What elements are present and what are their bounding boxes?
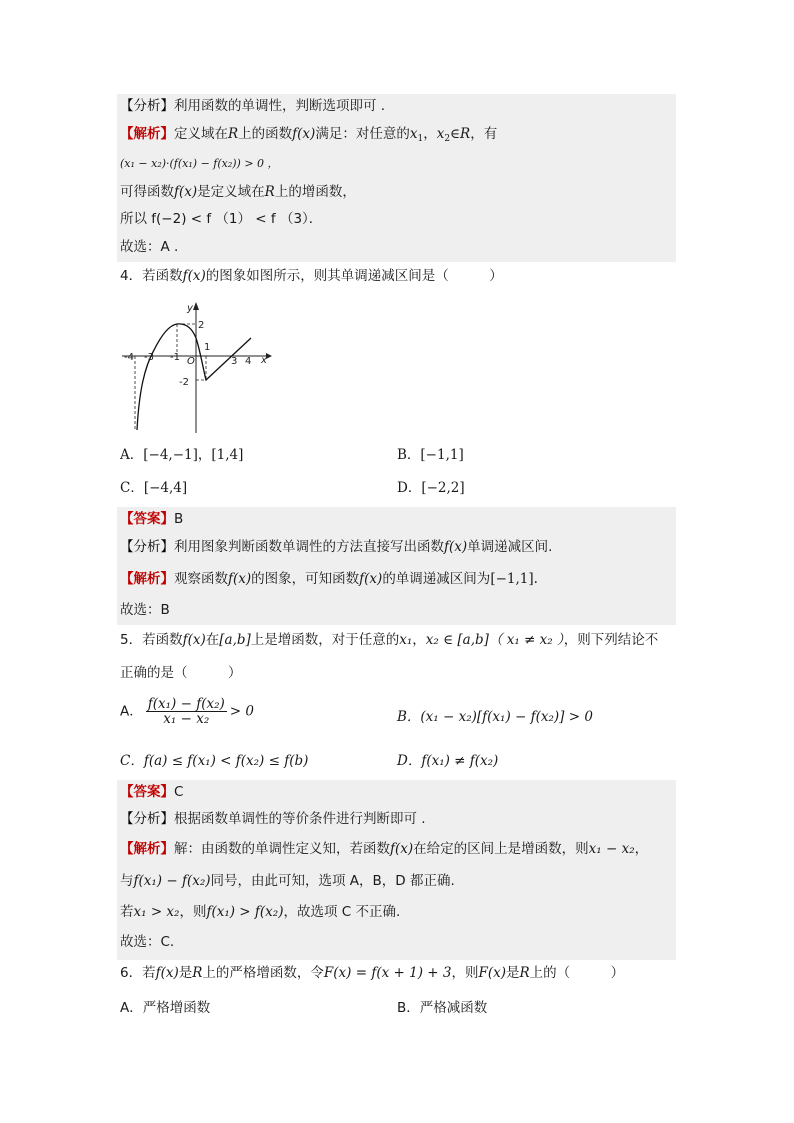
tick-label: -1 (170, 352, 180, 363)
option-b-text: B．(x₁ − x₂)[f(x₁) − f(x₂)] > 0 (397, 709, 593, 725)
q6-option-a[interactable] (120, 999, 210, 1017)
text: 上的增函数， (274, 184, 356, 200)
math-interval: [a,b] (219, 632, 251, 648)
option-d-text: D．f(x₁) ≠ f(x₂) (397, 753, 499, 769)
math-fx: f(x) (292, 126, 316, 142)
text: 故选：C. (120, 934, 175, 950)
tick-label: 2 (198, 320, 205, 331)
q4-answer-line (120, 510, 183, 528)
math-fx: f(x) (390, 841, 414, 857)
q5-option-c[interactable] (120, 752, 308, 770)
text: 定义域在 (174, 126, 228, 142)
fraction (146, 697, 227, 726)
math-expr: x₁ − x₂ (588, 841, 635, 857)
text: 所以 f(−2) < f （1） < f （3）． (120, 211, 323, 227)
function-graph (118, 298, 278, 438)
text: 上的（ ） (529, 965, 625, 981)
math-x2: $x_2$ (436, 126, 451, 144)
q5-solution-line-1 (120, 840, 648, 858)
text: 故选：A . (120, 239, 179, 255)
text: 与 (120, 873, 134, 889)
text: 利用图象判断函数单调性的方法直接写出函数 (174, 539, 444, 555)
answer-value: B (174, 511, 184, 527)
tick-label: 3 (231, 356, 238, 367)
function-curve (137, 324, 251, 430)
math-tail: > 0 (229, 703, 254, 720)
math-fx: f(x) (155, 965, 179, 981)
fraction-numerator: f(x₁) − f(x₂) (147, 696, 225, 712)
tick-label: -4 (124, 352, 134, 363)
text: 若 (120, 904, 134, 920)
option-b-text: B．严格减函数 (397, 1000, 488, 1016)
q3-analysis-line (120, 97, 385, 115)
math-x1: $x_1$ (409, 126, 424, 144)
math-in: ∈ (450, 126, 461, 142)
q4-solution-line (120, 570, 538, 588)
text: 是定义域在 (197, 184, 265, 200)
q5-solution-line-2 (120, 872, 455, 890)
text: 单调递减区间. (467, 539, 553, 555)
q5-option-a[interactable] (120, 697, 254, 726)
q3-solution-line-1 (120, 125, 497, 148)
tick-label: -2 (179, 377, 189, 388)
math-R: R (192, 965, 203, 981)
q3-analysis-text: 利用函数的单调性，判断选项即可 . (174, 98, 386, 114)
option-a-text: A．严格增函数 (120, 1000, 211, 1016)
q3-analysis-solution-block (117, 94, 676, 262)
text: ，故选项 C 不正确. (283, 904, 401, 920)
option-a-text: A．[−4,−1]，[1,4] (120, 447, 244, 463)
text: 解：由函数的单调性定义知，若函数 (174, 841, 390, 857)
answer-value: C (174, 784, 184, 800)
text: 是 (505, 965, 520, 981)
q5-answer-line (120, 783, 183, 801)
solution-tag: 【解析】 (120, 841, 174, 857)
q4-answer-block (117, 507, 676, 625)
math-Fx: F(x) (478, 965, 506, 981)
q4-option-a[interactable] (120, 446, 243, 464)
origin-label: O (187, 356, 195, 367)
math-fx: f(x) (182, 268, 206, 284)
tick-label: 1 (204, 342, 211, 353)
math-R: R (460, 126, 471, 142)
q5-analysis-line (120, 810, 426, 828)
option-a-label: A． (120, 703, 143, 720)
math-inequality: (x₁ − x₂)·(f(x₁) − f(x₂)) > 0 ， (120, 157, 279, 170)
y-axis-arrow (193, 302, 199, 310)
math-condition: （ x₁ ≠ x₂ ） (488, 632, 564, 648)
text: 在 (205, 632, 220, 648)
q5-stem-line-1 (120, 631, 658, 649)
text: ，则 (179, 904, 207, 920)
tick-label: 4 (245, 356, 252, 367)
text: 4．若函数 (120, 268, 183, 284)
math-fx: f(x) (359, 571, 383, 587)
text: 在给定的区间上是增函数，则 (413, 841, 589, 857)
q3-solution-line-4 (120, 210, 322, 228)
x1-var: x (409, 126, 418, 142)
math-interval: [−1,1]. (490, 571, 538, 587)
q5-conclusion (120, 933, 174, 951)
answer-tag: 【答案】 (120, 511, 174, 527)
x-axis-label: x (261, 355, 267, 366)
q3-solution-line-2 (120, 155, 279, 173)
math-fx: f(x) (444, 539, 468, 555)
math-R: R (519, 965, 530, 981)
y-axis-label: y (187, 303, 193, 314)
q3-conclusion (120, 238, 178, 256)
option-c-text: C．f(a) ≤ f(x₁) < f(x₂) ≤ f(b) (120, 753, 309, 769)
analysis-tag: 【分析】 (120, 811, 174, 827)
text: 故选：B (120, 602, 170, 618)
math-R: R (228, 126, 239, 142)
math-x2-in: x₂ ∈ [a,b] (425, 632, 489, 648)
option-c-text: C．[−4,4] (120, 480, 188, 496)
q5-answer-block (117, 780, 676, 960)
math-expr: x₁ > x₂ (133, 904, 180, 920)
text: 上的严格增函数，令 (202, 965, 324, 981)
text: 上是增函数，对于任意的 (250, 632, 400, 648)
text: ， (412, 632, 426, 648)
analysis-tag: 【分析】 (120, 98, 174, 114)
text: 同号，由此可知，选项 A，B，D 都正确. (210, 873, 455, 889)
solution-tag: 【解析】 (120, 126, 174, 142)
q5-option-d[interactable] (397, 752, 498, 770)
solution-tag: 【解析】 (120, 571, 174, 587)
q5-stem-line-2 (120, 664, 242, 682)
math-R: R (264, 184, 275, 200)
math-expr: f(x₁) > f(x₂) (206, 904, 284, 920)
math-Fx: F(x) = f(x + 1) + 3 (323, 965, 452, 981)
text: ，则下列结论不 (563, 632, 659, 648)
q6-option-b[interactable] (397, 999, 487, 1017)
q6-stem (120, 964, 624, 982)
analysis-tag: 【分析】 (120, 539, 174, 555)
math-fx: f(x) (174, 184, 198, 200)
q4-option-c[interactable] (120, 479, 187, 497)
math-fx: f(x) (228, 571, 252, 587)
answer-tag: 【答案】 (120, 784, 174, 800)
text: 观察函数 (174, 571, 228, 587)
text: 的单调递减区间为 (382, 571, 491, 587)
math-x1: x₁ (399, 632, 413, 648)
text: 根据函数单调性的等价条件进行判断即可 . (174, 811, 426, 827)
tick-label: -3 (144, 352, 154, 363)
q4-conclusion (120, 601, 170, 619)
text: 满足：对任意的 (315, 126, 410, 142)
text: 的图象如图所示，则其单调递减区间是（ ） (205, 268, 503, 284)
q5-solution-line-3 (120, 903, 400, 921)
fraction-denominator: x₁ − x₂ (163, 711, 210, 727)
text: 正确的是（ ） (120, 665, 242, 681)
math-expr: f(x₁) − f(x₂) (133, 873, 211, 889)
text: 可得函数 (120, 184, 174, 200)
x2-var: x (436, 126, 445, 142)
text: 的图象，可知函数 (251, 571, 360, 587)
text: 上的函数 (238, 126, 293, 142)
text: ，则 (451, 965, 479, 981)
text: ，有 (470, 126, 498, 142)
option-b-text: B．[−1,1] (397, 447, 464, 463)
option-d-text: D．[−2,2] (397, 480, 465, 496)
q4-option-b[interactable] (397, 446, 464, 464)
text: ， (423, 126, 437, 142)
text: ， (634, 841, 649, 857)
q4-stem (120, 267, 503, 285)
text: 是 (178, 965, 193, 981)
math-fx: f(x) (182, 632, 206, 648)
q3-solution-line-3 (120, 183, 356, 201)
q5-option-b[interactable] (397, 708, 593, 726)
q4-analysis-line (120, 538, 552, 556)
text: 5．若函数 (120, 632, 183, 648)
text: 6．若 (120, 965, 156, 981)
q4-option-d[interactable] (397, 479, 465, 497)
